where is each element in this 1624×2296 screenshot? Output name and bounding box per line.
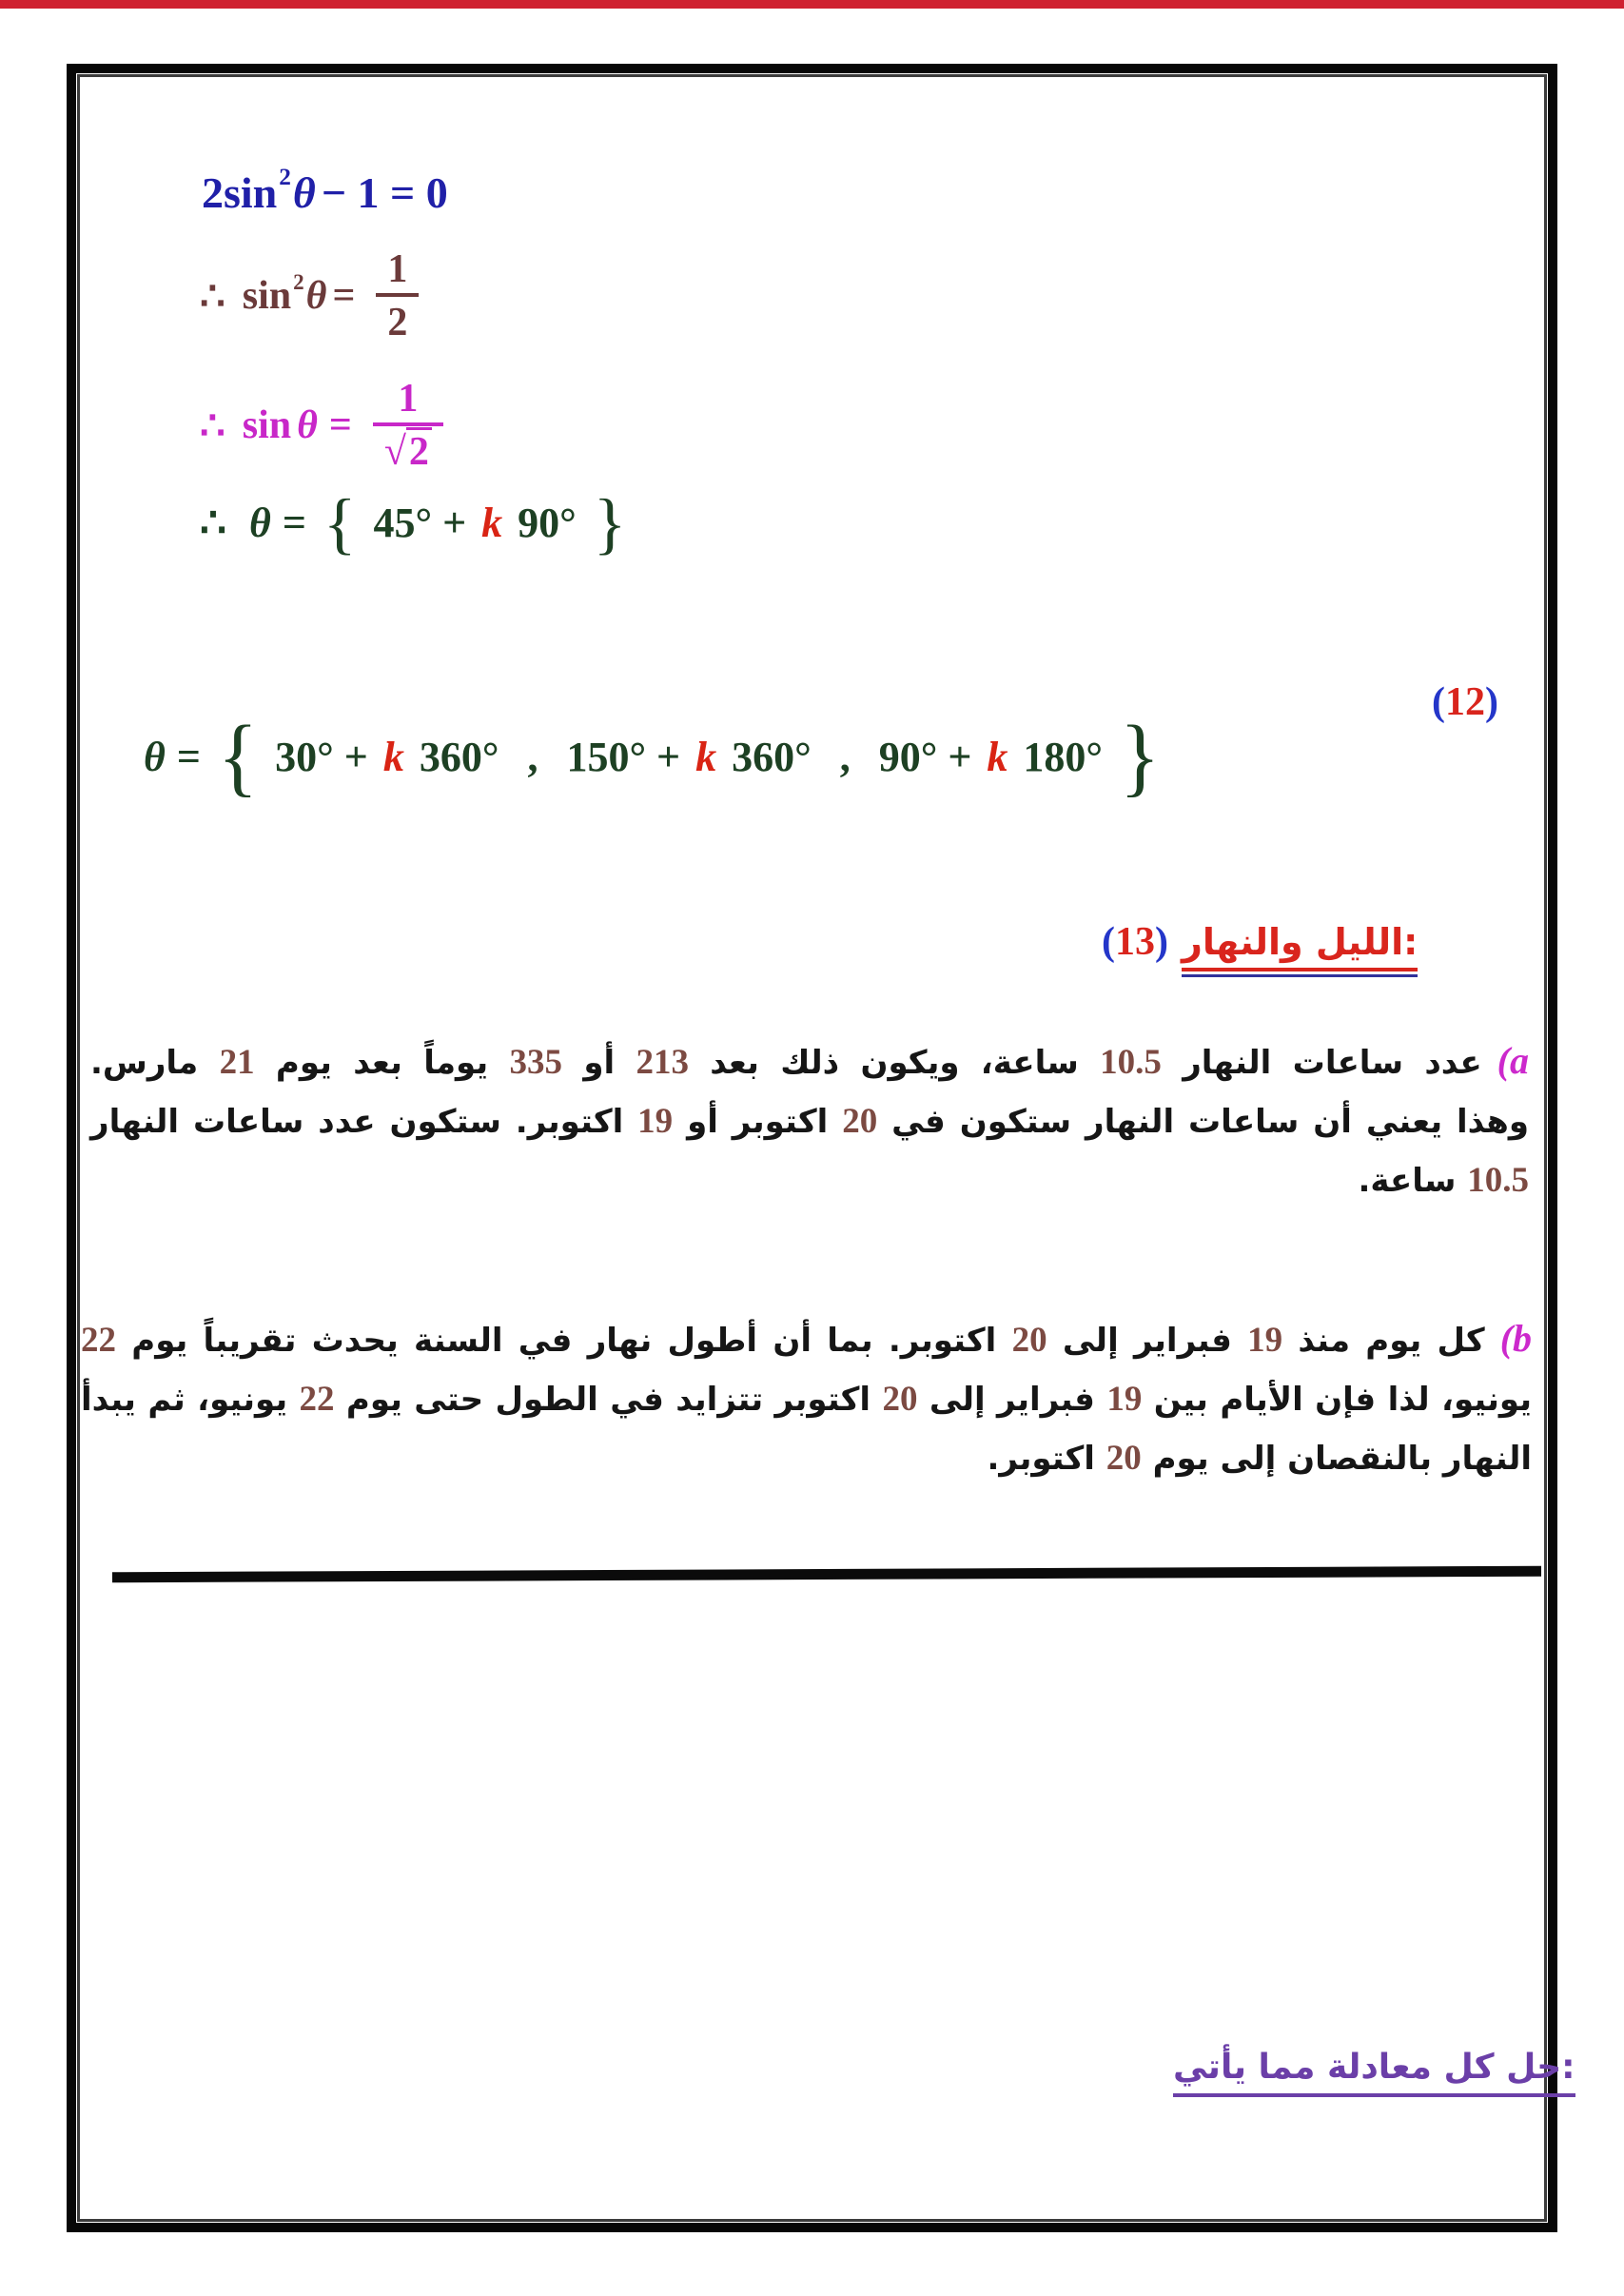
solve-heading-text: حل كل معادلة مما يأتي: [1173, 2048, 1562, 2087]
equation-text: sin: [242, 274, 292, 318]
theta-solution-set: θ = { 30° + k 360° , 150° + k 360° , 90° + k 180° }: [144, 708, 1161, 805]
theta-symbol: θ: [297, 403, 318, 447]
equation-2sin2-theta: [202, 163, 454, 218]
paragraph-line: [81, 1309, 1532, 1370]
number-value: 213: [636, 1043, 689, 1082]
theta-symbol: θ: [249, 500, 271, 546]
theta-symbol: θ: [144, 734, 166, 780]
section-number: 13: [1115, 920, 1155, 964]
fraction: [373, 379, 443, 472]
close-paren: ): [1155, 920, 1168, 964]
k-variable: k: [481, 500, 503, 546]
equation-text: 90° +: [878, 734, 972, 780]
number-value: 21: [219, 1043, 255, 1082]
exponent: 2: [279, 163, 291, 190]
equation-text: 2: [202, 168, 224, 217]
equals-sign: =: [332, 274, 356, 318]
equation-theta-45-k90: ∴ θ = { 45° + k 90° }: [200, 484, 627, 561]
solve-equations-heading: [1173, 2048, 1575, 2087]
text-run: وهذا يعني أن ساعات النهار ستكون في: [877, 1103, 1529, 1141]
paragraph-text: [90, 1044, 1482, 1082]
number-value: 10.5: [1467, 1161, 1529, 1200]
equation-sin2-half: [200, 249, 419, 343]
problem-12-label: [1432, 679, 1498, 725]
solve-heading-underline: [1173, 2048, 1575, 2097]
text-run: النهار بالنقصان إلى يوم: [1141, 1440, 1532, 1478]
text-run: عدد ساعات النهار: [1161, 1044, 1482, 1082]
fraction-denominator: 2: [376, 293, 419, 343]
number-value: 22: [81, 1321, 116, 1360]
text-run: اكتوبر. بما أن أطول نهار في السنة يحدث تقريباً يوم: [116, 1322, 1012, 1360]
paragraph-line: [81, 1429, 1532, 1488]
k-variable: k: [987, 734, 1008, 780]
paragraph-text: [90, 1103, 1529, 1141]
number-value: 10.5: [1100, 1043, 1162, 1082]
fraction-denominator: [373, 422, 443, 472]
text-run: ساعة.: [1358, 1162, 1468, 1200]
equation-text: 45° +: [373, 500, 467, 546]
paragraph-line: [90, 1151, 1529, 1210]
exponent: 2: [293, 268, 304, 294]
text-run: فبراير إلى: [1047, 1322, 1248, 1360]
equation-text: 30° +: [275, 734, 368, 780]
fraction-numerator: 1: [398, 377, 419, 421]
section-title-text: الليل والنهار: [1182, 921, 1404, 963]
equals-sign: =: [328, 403, 352, 447]
text-run: اكتوبر أو: [673, 1103, 843, 1141]
therefore-symbol: ∴: [200, 500, 226, 546]
section-title: [1182, 921, 1418, 971]
k-variable: k: [382, 734, 404, 780]
open-paren: (: [1432, 680, 1445, 724]
equals-sign: =: [176, 734, 201, 780]
paragraph-text: [1358, 1162, 1529, 1200]
equation-text: 90°: [518, 500, 577, 546]
text-run: اكتوبر.: [987, 1440, 1106, 1478]
text-run: اكتوبر تتزايد في الطول حتى يوم: [334, 1381, 883, 1419]
colon: :: [1561, 2048, 1575, 2087]
item-b-marker: (b: [1499, 1317, 1533, 1360]
text-run: ساعة، ويكون ذلك بعد: [688, 1044, 1101, 1082]
theta-symbol: θ: [292, 168, 316, 217]
paragraph-line: [90, 1031, 1529, 1092]
section-title-underline: [1182, 921, 1418, 977]
equation-text: 360°: [732, 734, 812, 780]
paragraph-text: [988, 1440, 1533, 1478]
number-value: 19: [637, 1102, 674, 1141]
item-a-marker: (a: [1497, 1039, 1529, 1082]
section-13-heading: [1102, 919, 1418, 965]
equation-text: sin: [224, 168, 278, 217]
text-run: أو: [561, 1044, 636, 1082]
radicand: 2: [406, 427, 432, 474]
fraction-numerator: 1: [387, 247, 408, 291]
equation-text: 150° +: [566, 734, 681, 780]
number-value: 19: [1247, 1321, 1283, 1360]
equals-sign: =: [282, 500, 306, 546]
number-value: 20: [842, 1102, 878, 1141]
paragraph-line: [81, 1370, 1532, 1429]
radical-sign: √: [383, 430, 406, 474]
text-run: اكتوبر. ستكون عدد ساعات النهار: [90, 1103, 638, 1141]
comma: ,: [527, 734, 538, 780]
number-value: 22: [299, 1380, 335, 1419]
paragraph-a: [90, 1031, 1529, 1210]
fraction: [376, 249, 419, 343]
text-run: يونيو، ثم يبدأ: [81, 1381, 300, 1419]
number-value: 20: [882, 1380, 918, 1419]
equation-text: sin: [242, 403, 292, 447]
therefore-symbol: ∴: [200, 404, 225, 448]
theta-symbol: θ: [305, 274, 327, 318]
open-paren: (: [1102, 920, 1115, 964]
text-run: يوماً بعد يوم: [254, 1044, 510, 1082]
number-value: 20: [1011, 1321, 1047, 1360]
comma: ,: [839, 734, 851, 780]
number-value: 335: [509, 1043, 562, 1082]
k-variable: k: [695, 734, 717, 780]
equation-text: 180°: [1023, 734, 1104, 780]
paragraph-b: [81, 1309, 1532, 1488]
paragraph-text: [81, 1381, 1532, 1419]
therefore-symbol: ∴: [200, 275, 225, 319]
number-value: 20: [1105, 1439, 1142, 1478]
top-red-line: [0, 0, 1624, 9]
number-value: 19: [1106, 1380, 1143, 1419]
equation-text: − 1 = 0: [321, 168, 448, 217]
text-run: مارس.: [90, 1044, 220, 1082]
text-run: يونيو، لذا فإن الأيام بين: [1142, 1381, 1533, 1419]
problem-number: 12: [1445, 680, 1485, 724]
equation-text: 360°: [419, 734, 499, 780]
text-run: كل يوم منذ: [1282, 1322, 1485, 1360]
text-run: فبراير إلى: [917, 1381, 1107, 1419]
colon: :: [1403, 921, 1419, 963]
paragraph-text: [81, 1322, 1485, 1360]
equation-sin-inv-sqrt2: [200, 379, 443, 472]
paragraph-line: [90, 1092, 1529, 1151]
close-paren: ): [1485, 680, 1498, 724]
